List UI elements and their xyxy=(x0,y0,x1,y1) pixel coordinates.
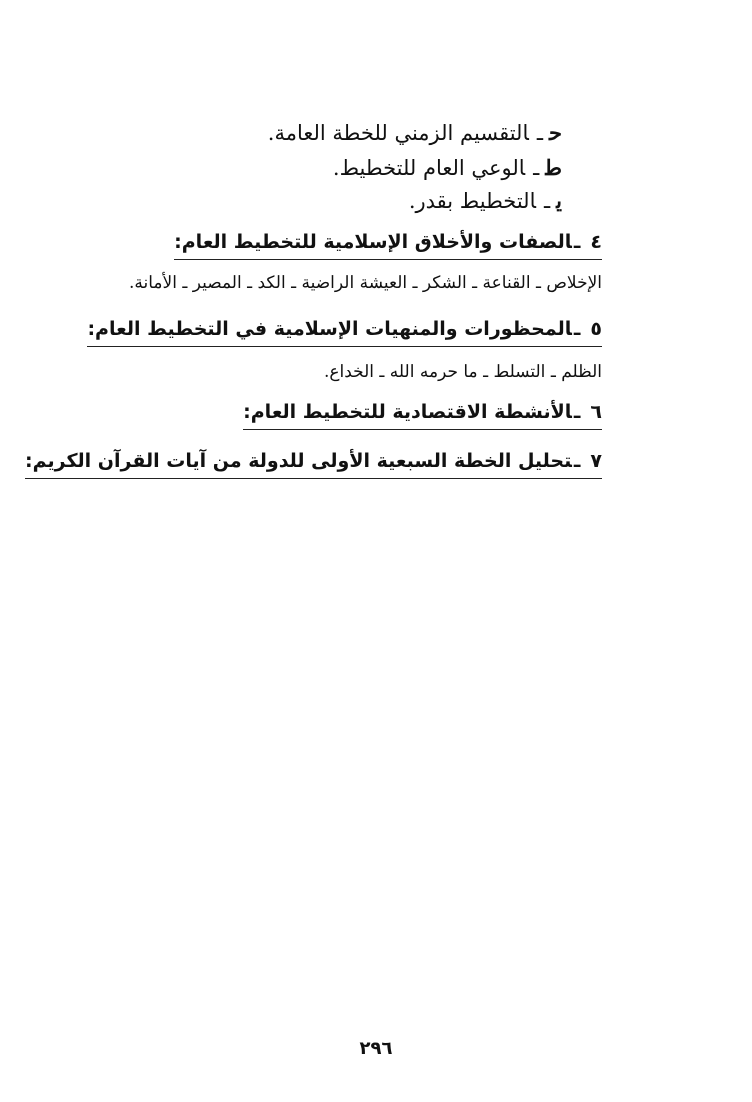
section-heading-5 xyxy=(87,320,602,347)
sub-item-text: التقسيم الزمني للخطة العامة. xyxy=(267,121,529,145)
sub-item-ta xyxy=(333,157,562,179)
page-number: ٢٩٦ xyxy=(359,1038,393,1059)
sub-item-dash: ـ xyxy=(543,189,551,213)
section-dash: ـ xyxy=(573,231,581,253)
section-dash: ـ xyxy=(573,450,581,472)
section-heading-6 xyxy=(243,403,602,430)
section-heading-7 xyxy=(25,452,602,479)
section-number: ٤ xyxy=(590,231,602,253)
section-body-5: الظلم ـ التسلط ـ ما حرمه الله ـ الخداع. xyxy=(323,362,602,382)
section-number: ٧ xyxy=(590,450,602,472)
sub-item-text: الوعي العام للتخطيط. xyxy=(332,156,526,180)
section-number: ٥ xyxy=(590,318,602,340)
section-title: الأنشطة الاقتصادية للتخطيط العام: xyxy=(243,401,572,423)
sub-item-dash: ـ xyxy=(533,156,540,180)
section-dash: ـ xyxy=(573,318,581,340)
sub-item-letter: ط xyxy=(545,155,562,180)
section-number: ٦ xyxy=(590,401,602,423)
section-heading-4 xyxy=(174,233,602,260)
section-body-4: الإخلاص ـ القناعة ـ الشكر ـ العيشة الراضية ـ الكد ـ المصير ـ الأمانة. xyxy=(128,273,602,293)
sub-item-letter: ح xyxy=(549,120,562,145)
sub-item-letter: ي xyxy=(556,188,562,213)
section-title: الصفات والأخلاق الإسلامية للتخطيط العام: xyxy=(174,231,572,253)
section-dash: ـ xyxy=(573,401,581,423)
sub-item-text: التخطيط بقدر. xyxy=(408,189,536,213)
sub-item-ha xyxy=(268,122,562,144)
section-title: تحليل الخطة السبعية الأولى للدولة من آيات القرآن الكريم: xyxy=(25,450,572,472)
section-title: المحظورات والمنهيات الإسلامية في التخطيط العام: xyxy=(87,318,572,340)
sub-item-ya xyxy=(409,190,562,212)
sub-item-dash: ـ xyxy=(536,121,544,145)
